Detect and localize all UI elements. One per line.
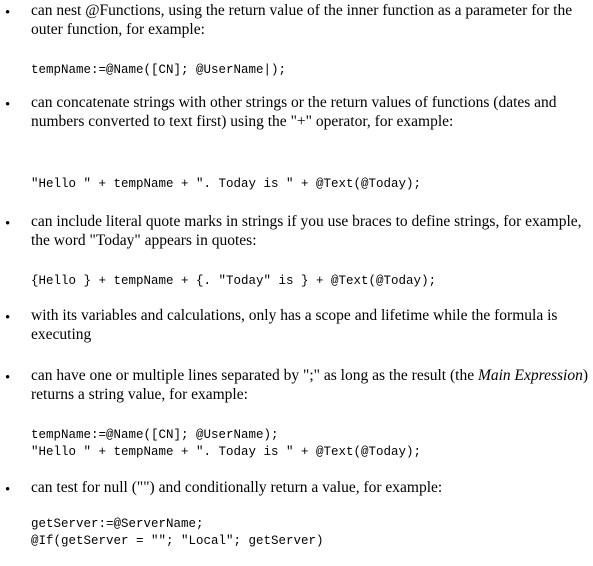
bullet-marker: • xyxy=(5,5,11,21)
text-part: can have one or multiple lines separated by ";" as long as the result (the xyxy=(31,367,478,384)
bullet-marker: • xyxy=(5,310,11,326)
bullet-text-concatenate: can concatenate strings with other strings or the return values of functions (dates and numbers converted to text first) using the "+" operator, for example: xyxy=(31,94,557,130)
bullet-marker: • xyxy=(5,97,11,113)
bullet-text-scope: with its variables and calculations, only has a scope and lifetime while the formula is executing xyxy=(31,307,558,343)
main-expression-term: Main Expression xyxy=(477,367,583,384)
code-example-concatenate: "Hello " + tempName + ". Today is " + @Text(@Today); xyxy=(31,177,422,191)
code-example-test-null: getServer:=@ServerName; @If(getServer = ""; "Local"; getServer) xyxy=(31,517,324,548)
bullet-text-literal-quotes: can include literal quote marks in strings if you use braces to define strings, for example, the word "Today" appears in quotes: xyxy=(31,213,582,249)
code-example-multiple-lines: tempName:=@Name([CN]; @UserName); "Hello " + tempName + ". Today is " + @Text(@Today); xyxy=(31,428,422,459)
bullet-marker: • xyxy=(5,482,11,498)
code-example-nest-functions: tempName:=@Name([CN]; @UserName|); xyxy=(31,63,287,77)
text-part: ) returns a string value, for example: xyxy=(31,367,589,403)
code-example-literal-quotes: {Hello } + tempName + {. "Today" is } + @Text(@Today); xyxy=(31,274,437,288)
bullet-marker: • xyxy=(5,216,11,232)
bullet-text-multiple-lines xyxy=(31,367,591,404)
bullet-text-nest-functions: can nest @Functions, using the return value of the inner function as a parameter for the outer function, for example: xyxy=(31,2,573,38)
bullet-marker: • xyxy=(5,370,11,386)
bullet-text-test-null: can test for null ("") and conditionally return a value, for example: xyxy=(31,479,443,496)
